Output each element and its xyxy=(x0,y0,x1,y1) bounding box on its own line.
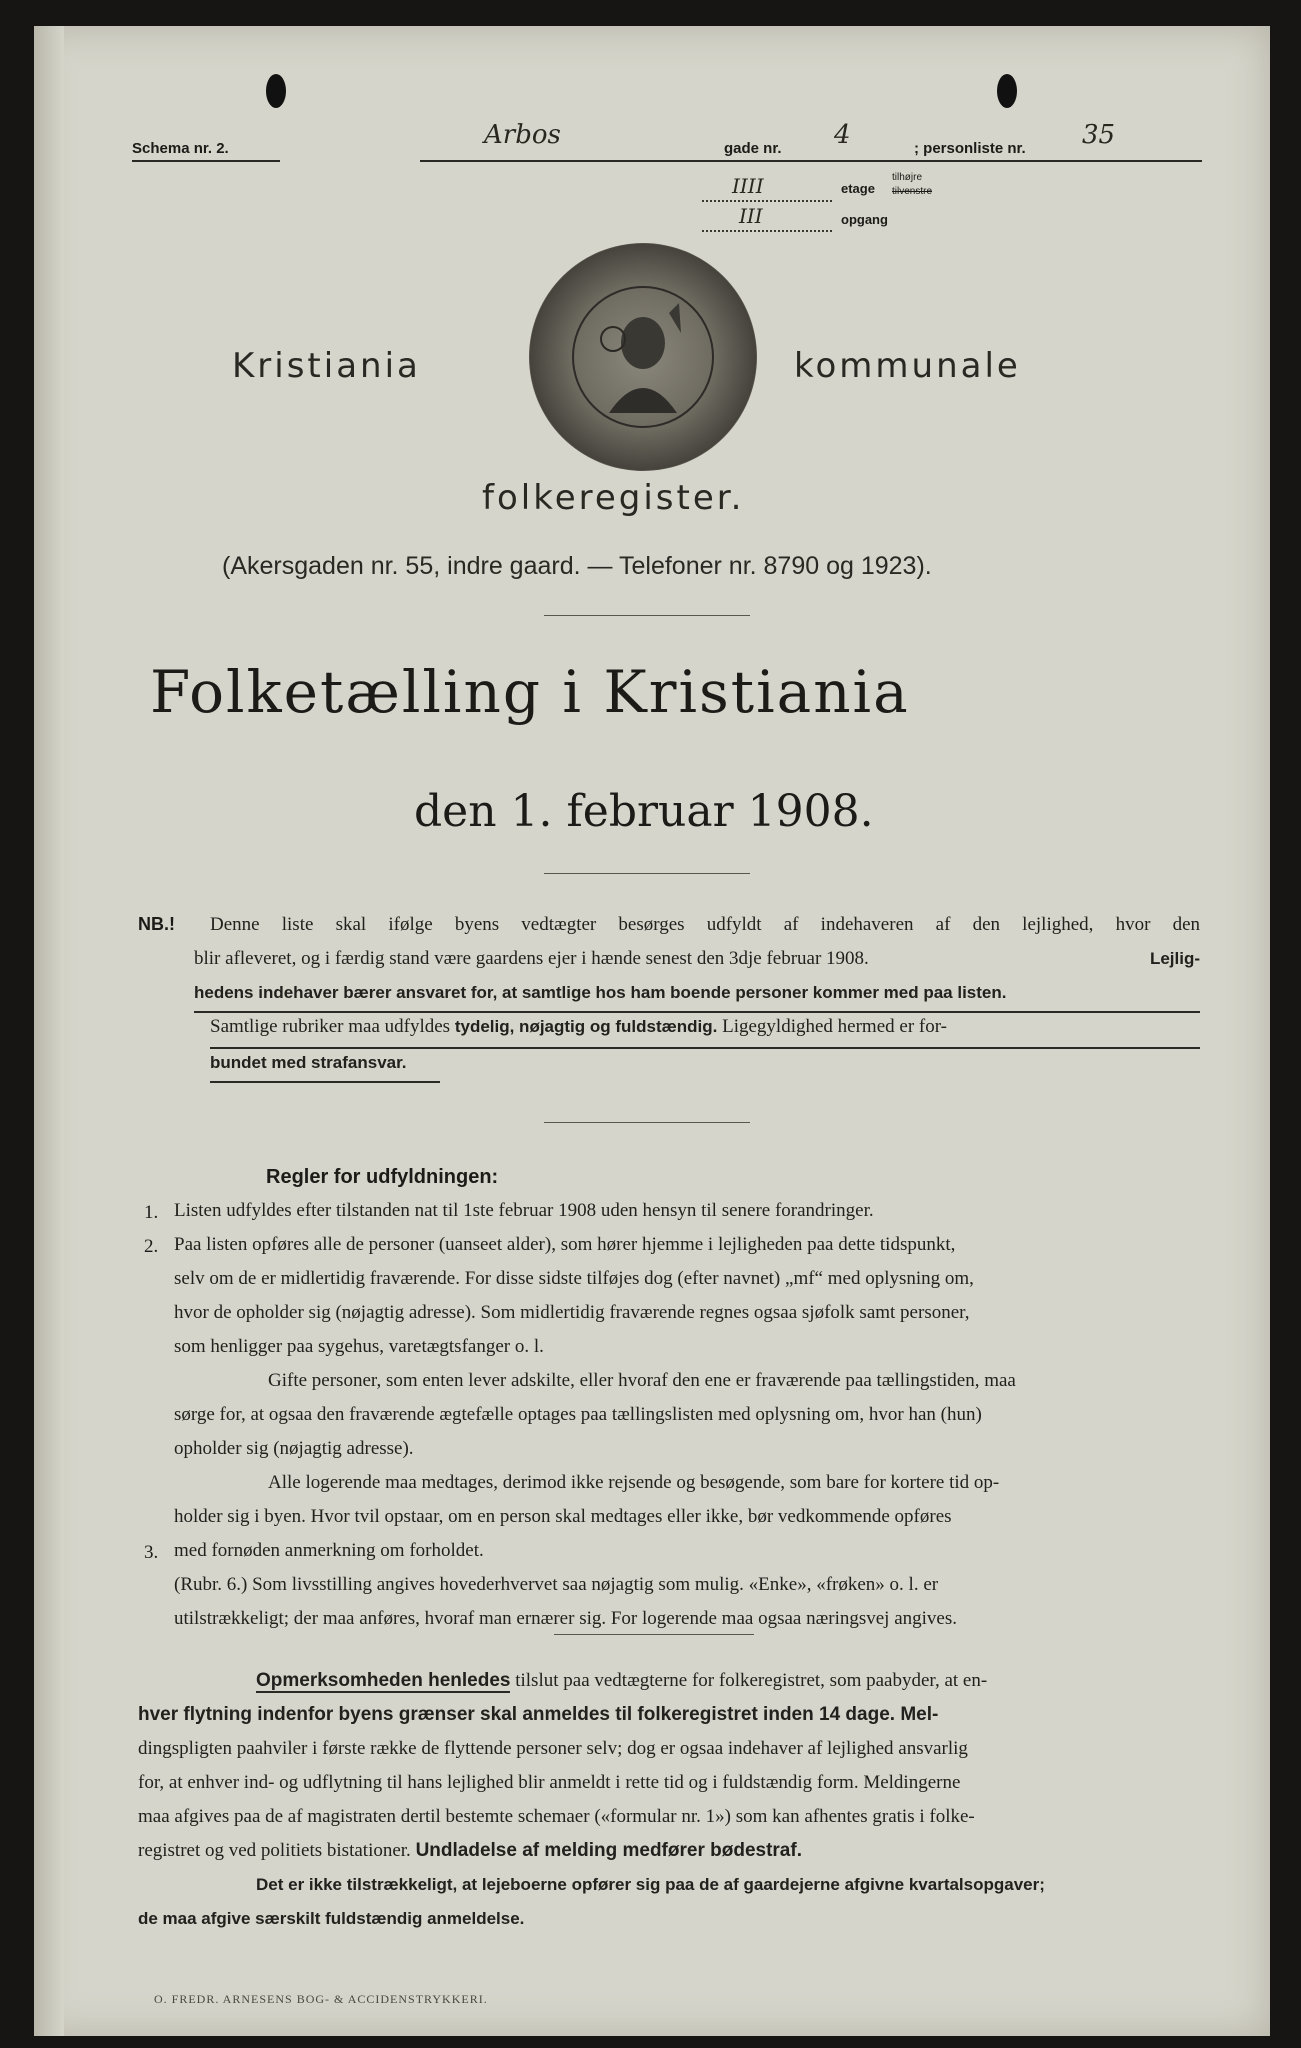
rule-line: Listen udfyldes efter tilstanden nat til 1ste februar 1908 uden hensyn til senere forandringer. xyxy=(174,1200,874,1221)
nb-line-2-text: blir afleveret, og i færdig stand være gaardens ejer i hænde senest den 3dje februar 1908. xyxy=(194,948,869,969)
notice-line-7: Det er ikke tilstrækkeligt, at lejeboerne opfører sig paa de af gaardejerne afgivne kvartalsopgaver; xyxy=(256,1875,1045,1894)
nb-paragraph xyxy=(210,908,1200,942)
notice-line-2: hver flytning indenfor byens grænser skal anmeldes til folkeregistret inden 14 dage. Mel- xyxy=(138,1704,939,1725)
census-date: den 1. februar 1908. xyxy=(414,786,874,837)
rule-line: holder sig i byen. Hvor tvil opstaar, om en person skal medtages eller ikke, bør vedkommende opføres xyxy=(174,1506,952,1527)
etage-option-left: tilvenstre xyxy=(892,186,933,197)
rules-list xyxy=(174,1194,1194,1636)
office-address: (Akersgaden nr. 55, indre gaard. — Telefoner nr. 8790 og 1923). xyxy=(222,552,932,580)
notice-line-6-bold: Undladelse af melding medfører bødestraf. xyxy=(415,1840,802,1861)
rules-heading: Regler for udfyldningen: xyxy=(266,1166,499,1188)
nb-underline-3 xyxy=(210,1081,440,1083)
rule-line: Paa listen opføres alle de personer (uanseet alder), som hører hjemme i lejligheden paa dette tidspunkt, xyxy=(174,1234,956,1255)
opgang-value[interactable]: III xyxy=(739,204,763,228)
etage-option-right: tilhøjre xyxy=(892,172,923,183)
page-edge xyxy=(34,26,64,2036)
nb-line-1: Denne liste skal ifølge byens vedtægter besørges udfyldt af indehaveren af den lejlighed, hvor den xyxy=(210,914,1200,935)
nb-label: NB.! xyxy=(138,914,175,934)
etage-line xyxy=(702,200,832,202)
separator-4 xyxy=(554,1634,754,1635)
notice-lead: Opmerksomheden henledes xyxy=(256,1670,511,1691)
gade-number[interactable]: 4 xyxy=(834,120,851,150)
rule-line: sørge for, at ogsaa den fraværende ægtefælle optages paa tællingslisten med oplysning om, hvor han (hun) xyxy=(174,1404,982,1425)
rule-line: Alle logerende maa medtages, derimod ikke rejsende og besøgende, som bare for kortere tid op- xyxy=(268,1472,1000,1493)
rule-line: utilstrækkeligt; der maa anføres, hvoraf man ernærer sig. For logerende maa ogsaa næringsvej angives. xyxy=(174,1608,957,1629)
schema-underline xyxy=(132,160,280,162)
notice-line-1: tilslut paa vedtægterne for folkeregistret, som paabyder, at en- xyxy=(515,1670,988,1691)
personliste-number[interactable]: 35 xyxy=(1082,120,1116,150)
opgang-line xyxy=(702,230,832,232)
nb-line-5: bundet med strafansvar. xyxy=(210,1053,407,1072)
opgang-label: opgang xyxy=(841,212,888,227)
nb-line-2 xyxy=(194,942,1200,976)
notice-line-6: registret og ved politiets bistationer. xyxy=(138,1840,411,1861)
rule-line: hvor de opholder sig (nøjagtig adresse). Som midlertidig fraværende regnes ogsaa sjøfolk samt personer, xyxy=(174,1302,970,1323)
separator-1 xyxy=(544,615,750,616)
nb-line-3: hedens indehaver bærer ansvaret for, at samtlige hos ham boende personer kommer med paa listen. xyxy=(194,983,1007,1002)
notice-line-3: dingspligten paahviler i første række de flyttende personer selv; dog er ogsaa indehaver af lejlighed ansvarlig xyxy=(138,1738,968,1759)
folkeregister-word: folkeregister. xyxy=(482,478,745,518)
kristiania-word: Kristiania xyxy=(232,346,421,386)
notice-line-8: de maa afgive særskilt fuldstændig anmeldelse. xyxy=(138,1909,525,1928)
notice-line-4: for, at enhver ind- og udflytning til hans lejlighed blir anmeldt i rette tid og i fuldstændig form. Meldingerne xyxy=(138,1772,961,1793)
schema-label: Schema nr. 2. xyxy=(132,140,229,157)
rule-number-1: 1. xyxy=(144,1202,159,1223)
street-name-handwritten[interactable]: Arbos xyxy=(484,120,561,150)
punch-hole-left xyxy=(266,74,286,108)
separator-3 xyxy=(544,1122,750,1123)
rule-line: som henligger paa sygehus, varetægtsfanger o. l. xyxy=(174,1336,544,1357)
census-title: Folketælling i Kristiania xyxy=(150,658,910,726)
notice-line-5: maa afgives paa de af magistraten dertil bestemte schemaer («formular nr. 1») som kan afhentes gratis i folke- xyxy=(138,1806,975,1827)
etage-label: etage xyxy=(841,181,875,196)
nb-line-4-text: Samtlige rubriker maa udfyldes xyxy=(210,1016,451,1037)
punch-hole-right xyxy=(997,74,1017,108)
rule-line: Gifte personer, som enten lever adskilte, eller hvoraf den ene er fraværende paa tællingstiden, maa xyxy=(268,1370,1016,1391)
rule-line: selv om de er midlertidig fraværende. For disse sidste tilføjes dog (efter navnet) „mf“ med oplysning om, xyxy=(174,1268,974,1289)
printer-imprint: O. FREDR. ARNESENS BOG- & ACCIDENSTRYKKERI. xyxy=(154,1992,488,2006)
kristiania-seal-emblem xyxy=(529,243,757,471)
rule-line: med fornøden anmerkning om forholdet. xyxy=(174,1540,484,1561)
rule-number-3: 3. xyxy=(144,1542,159,1563)
nb-line-4-end: Ligegyldighed hermed er for- xyxy=(722,1016,948,1037)
etage-value[interactable]: IIII xyxy=(732,174,764,198)
rule-line: opholder sig (nøjagtig adresse). xyxy=(174,1438,414,1459)
kommunale-word: kommunale xyxy=(794,346,1021,386)
rule-number-2: 2. xyxy=(144,1236,159,1257)
rule-line: (Rubr. 6.) Som livsstilling angives hovederhvervet saa nøjagtig som mulig. «Enke», «frøken» o. l. er xyxy=(174,1574,939,1595)
census-form-page xyxy=(34,26,1270,2036)
gade-label: gade nr. xyxy=(724,140,782,157)
nb-line-4-bold: tydelig, nøjagtig og fuldstændig. xyxy=(454,1017,718,1036)
nb-line-4 xyxy=(210,1010,1200,1044)
header-underline xyxy=(420,160,1202,162)
nb-line-2-bold: Lejlig- xyxy=(1149,949,1200,968)
separator-2 xyxy=(544,873,750,874)
notice-paragraph xyxy=(138,1664,1200,1936)
personliste-label: ; personliste nr. xyxy=(914,140,1026,157)
